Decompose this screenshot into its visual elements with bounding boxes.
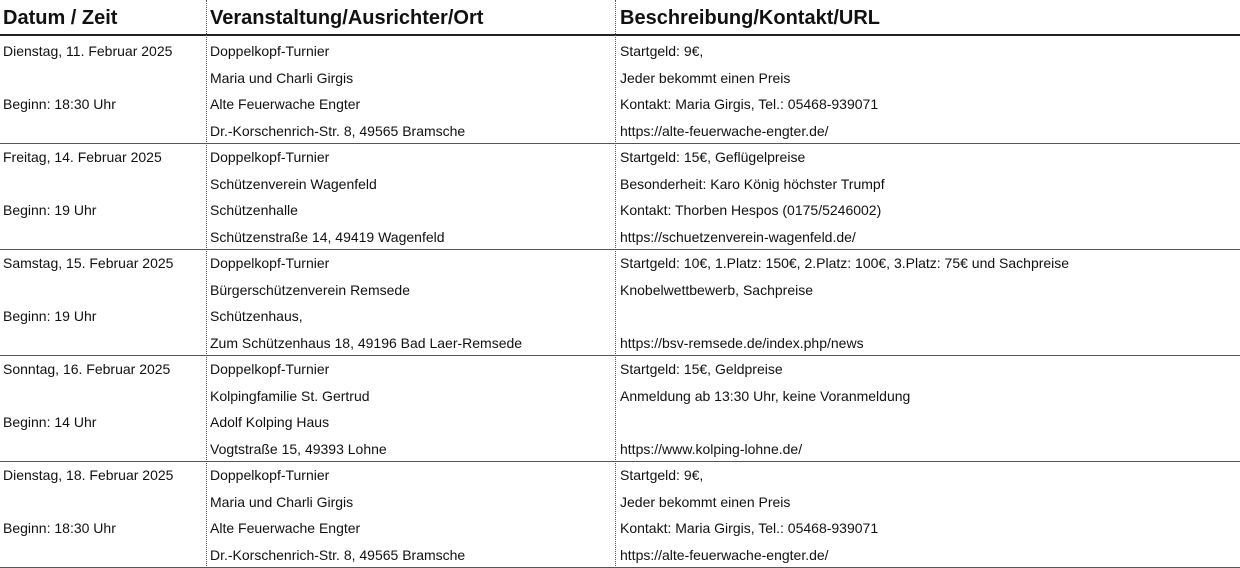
event-time: Beginn: 18:30 Uhr	[3, 96, 116, 112]
event-desc-1: Startgeld: 9€,	[620, 43, 704, 59]
event-venue: Alte Feuerwache Engter	[210, 96, 361, 112]
event-title: Doppelkopf-Turnier	[210, 467, 330, 483]
event-desc-1: Startgeld: 9€,	[620, 467, 704, 483]
event-organizer: Bürgerschützenverein Remsede	[210, 281, 410, 298]
event-address: Vogtstraße 15, 49393 Lohne	[210, 440, 387, 457]
event-address: Dr.-Korschenrich-Str. 8, 49565 Bramsche	[210, 546, 466, 563]
event-time: Beginn: 19 Uhr	[3, 202, 97, 218]
header-datum-zeit: Datum / Zeit	[3, 7, 118, 29]
event-address: Schützenstraße 14, 49419 Wagenfeld	[210, 228, 445, 245]
event-url[interactable]: https://alte-feuerwache-engter.de/	[620, 546, 829, 563]
event-venue: Adolf Kolping Haus	[210, 414, 330, 430]
event-organizer: Schützenverein Wagenfeld	[210, 175, 377, 192]
event-desc-3	[620, 303, 1235, 330]
column-divider-2	[615, 0, 616, 568]
event-address: Zum Schützenhaus 18, 49196 Bad Laer-Remsede	[210, 334, 523, 351]
event-date: Samstag, 15. Februar 2025	[3, 255, 174, 271]
event-venue: Alte Feuerwache Engter	[210, 520, 361, 536]
event-url[interactable]: https://schuetzenverein-wagenfeld.de/	[620, 228, 856, 245]
event-desc-3	[620, 409, 1235, 436]
event-organizer: Maria und Charli Girgis	[210, 69, 354, 86]
event-title: Doppelkopf-Turnier	[210, 361, 330, 377]
event-organizer: Kolpingfamilie St. Gertrud	[210, 387, 370, 404]
event-url[interactable]: https://alte-feuerwache-engter.de/	[620, 122, 829, 139]
event-row	[0, 38, 1240, 144]
event-desc-1: Startgeld: 15€, Geflügelpreise	[620, 149, 806, 165]
event-date: Dienstag, 18. Februar 2025	[3, 467, 174, 483]
header-beschreibung: Beschreibung/Kontakt/URL	[620, 7, 881, 29]
event-venue: Schützenhaus,	[210, 308, 303, 324]
event-url[interactable]: https://bsv-remsede.de/index.php/news	[620, 334, 864, 351]
event-time: Beginn: 19 Uhr	[3, 308, 97, 324]
event-date: Freitag, 14. Februar 2025	[3, 149, 162, 165]
event-time: Beginn: 14 Uhr	[3, 414, 97, 430]
event-url[interactable]: https://www.kolping-lohne.de/	[620, 440, 803, 457]
event-desc-1: Startgeld: 10€, 1.Platz: 150€, 2.Platz: 100€, 3.Platz: 75€ und Sachpreise	[620, 255, 1070, 271]
event-row	[0, 356, 1240, 462]
event-desc-3: Kontakt: Thorben Hespos (0175/5246002)	[620, 202, 882, 218]
event-row	[0, 144, 1240, 250]
event-desc-3: Kontakt: Maria Girgis, Tel.: 05468-939071	[620, 96, 879, 112]
event-row	[0, 462, 1240, 568]
event-venue: Schützenhalle	[210, 202, 298, 218]
column-divider-1	[206, 0, 207, 568]
event-time: Beginn: 18:30 Uhr	[3, 520, 116, 536]
event-organizer: Maria und Charli Girgis	[210, 493, 354, 510]
event-desc-2: Anmeldung ab 13:30 Uhr, keine Voranmeldung	[620, 387, 911, 404]
event-desc-2: Knobelwettbewerb, Sachpreise	[620, 281, 814, 298]
event-desc-2: Besonderheit: Karo König höchster Trumpf	[620, 175, 885, 192]
event-desc-2: Jeder bekommt einen Preis	[620, 493, 791, 510]
event-title: Doppelkopf-Turnier	[210, 255, 330, 271]
event-title: Doppelkopf-Turnier	[210, 43, 330, 59]
event-title: Doppelkopf-Turnier	[210, 149, 330, 165]
event-date: Dienstag, 11. Februar 2025	[3, 43, 173, 59]
event-desc-2: Jeder bekommt einen Preis	[620, 69, 791, 86]
header-veranstaltung: Veranstaltung/Ausrichter/Ort	[210, 7, 484, 29]
event-row	[0, 250, 1240, 356]
table-header	[0, 0, 1240, 36]
event-date: Sonntag, 16. Februar 2025	[3, 361, 171, 377]
event-desc-3: Kontakt: Maria Girgis, Tel.: 05468-939071	[620, 520, 879, 536]
event-address: Dr.-Korschenrich-Str. 8, 49565 Bramsche	[210, 122, 466, 139]
event-desc-1: Startgeld: 15€, Geldpreise	[620, 361, 783, 377]
event-rows	[0, 38, 1240, 568]
